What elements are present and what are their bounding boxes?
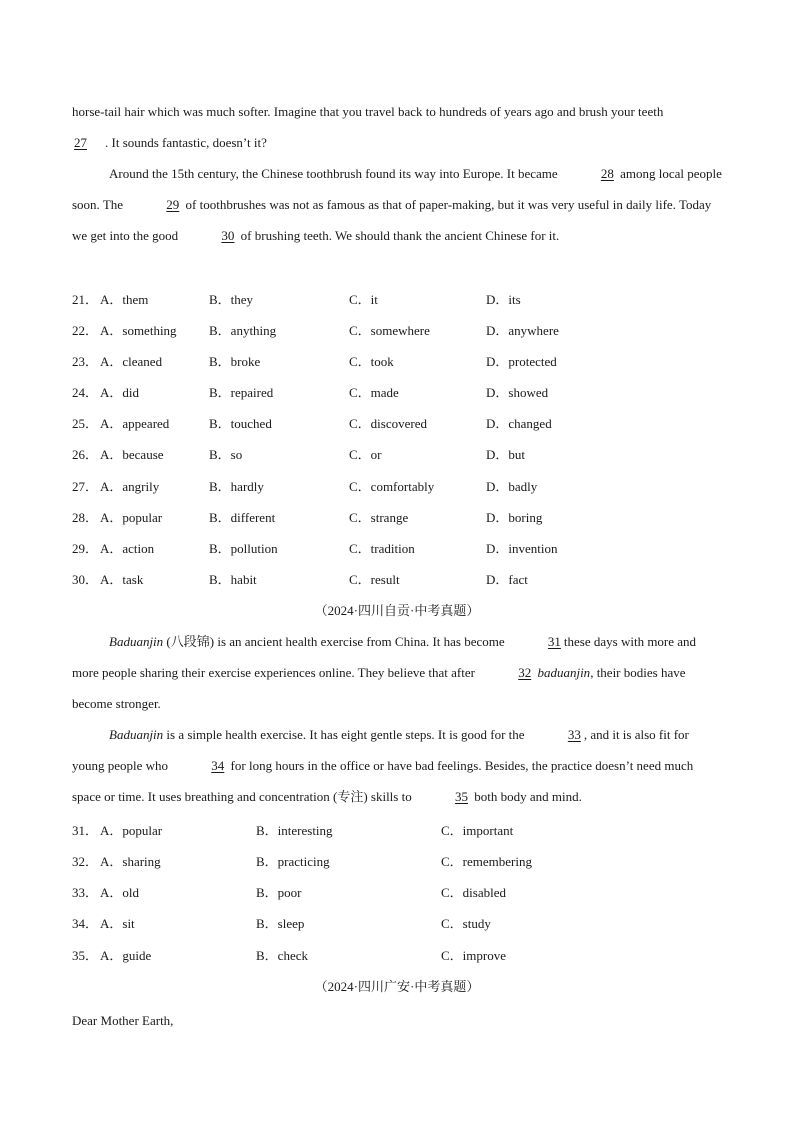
option-c: C．important <box>441 823 514 838</box>
question-number: 23． <box>72 354 99 369</box>
option-c: C．somewhere <box>349 323 430 338</box>
option-b: B．so <box>209 447 243 462</box>
option-a: A．angrily <box>100 479 160 494</box>
blank-33: 33 <box>567 727 581 742</box>
option-c: C．tradition <box>349 541 415 556</box>
passage-2-text: these days with more and more people sharing their exercise experiences online. They believe that after <box>72 634 697 681</box>
option-b: B．different <box>209 510 276 525</box>
passage-2-text: both body and mind. <box>470 789 582 805</box>
option-b: B．habit <box>209 572 257 587</box>
blank-27: 27 <box>74 135 87 151</box>
blank-32: 32 <box>518 665 532 681</box>
option-d: D．invention <box>486 541 558 556</box>
passage-1-text: among local people soon. The <box>72 166 722 213</box>
blank-28: 28 <box>600 166 614 181</box>
passage-1-text: Around the 15th century, the Chinese toothbrush found its way into Europe. It became <box>109 166 558 181</box>
section-source-heading: （2024·四川广安·中考真题） <box>314 979 480 994</box>
blank-29: 29 <box>166 197 180 213</box>
option-c: C．made <box>349 385 399 400</box>
option-c: C．or <box>349 447 382 462</box>
passage-1-text: of toothbrushes was not as famous as that of paper-making, but it was very useful in daily life. Today we get into the good <box>72 197 712 244</box>
option-c: C．comfortably <box>349 479 435 494</box>
option-b: B．anything <box>209 323 277 338</box>
option-a: A．task <box>100 572 144 587</box>
option-a: A．them <box>100 292 149 307</box>
option-c: C．study <box>441 916 491 931</box>
passage-2-text: , their bodies have become stronger. <box>72 665 686 712</box>
passage-2-text: is a simple health exercise. It has eight gentle steps. It is good for the <box>163 727 528 742</box>
option-c: C．took <box>349 354 394 369</box>
option-b: B．interesting <box>256 823 333 838</box>
letter-salutation: Dear Mother Earth, <box>72 1013 174 1028</box>
passage-1-paragraph-1 <box>72 96 722 158</box>
question-number: 33． <box>72 885 99 900</box>
passage-1-text: of brushing teeth. We should thank the ancient Chinese for it. <box>240 228 560 244</box>
option-c: C．improve <box>441 948 506 963</box>
question-number: 25． <box>72 416 99 431</box>
blank-34: 34 <box>211 758 225 774</box>
passage-2-text: for long hours in the office or have bad feelings. Besides, the practice doesn’t need much space or time. It uses breathing and concentration (专注) skills to <box>72 758 694 805</box>
passage-2-paragraph-2 <box>72 719 722 813</box>
option-d: D．but <box>486 447 526 462</box>
option-a: A．popular <box>100 823 163 838</box>
question-number: 34． <box>72 916 99 931</box>
option-a: A．guide <box>100 948 152 963</box>
option-b: B．check <box>256 948 308 963</box>
option-b: B．they <box>209 292 254 307</box>
option-c: C．result <box>349 572 400 587</box>
option-a: A．cleaned <box>100 354 163 369</box>
option-a: A．because <box>100 447 164 462</box>
option-d: D．changed <box>486 416 552 431</box>
passage-2-paragraph-1 <box>72 626 722 720</box>
option-d: D．protected <box>486 354 557 369</box>
option-d: D．showed <box>486 385 549 400</box>
option-b: B．hardly <box>209 479 264 494</box>
blank-30: 30 <box>221 228 235 244</box>
option-a: A．sharing <box>100 854 161 869</box>
option-d: D．badly <box>486 479 538 494</box>
question-number: 26． <box>72 447 99 462</box>
option-a: A．old <box>100 885 140 900</box>
term-baduanjin: Baduanjin <box>109 727 164 742</box>
option-a: A．did <box>100 385 140 400</box>
option-d: D．its <box>486 292 521 307</box>
question-number: 24． <box>72 385 99 400</box>
question-number: 29． <box>72 541 99 556</box>
option-b: B．repaired <box>209 385 274 400</box>
option-a: A．popular <box>100 510 163 525</box>
section-source-heading: （2024·四川自贡·中考真题） <box>314 603 480 618</box>
question-number: 27． <box>72 479 99 494</box>
option-b: B．sleep <box>256 916 305 931</box>
question-number: 28． <box>72 510 99 525</box>
option-c: C．discovered <box>349 416 427 431</box>
option-a: A．something <box>100 323 177 338</box>
option-b: B．broke <box>209 354 261 369</box>
question-number: 30． <box>72 572 99 587</box>
option-a: A．action <box>100 541 155 556</box>
option-c: C．strange <box>349 510 409 525</box>
option-c: C．disabled <box>441 885 506 900</box>
passage-1-text: . It sounds fantastic, doesn’t it? <box>105 135 267 151</box>
question-number: 22． <box>72 323 99 338</box>
option-d: D．anywhere <box>486 323 559 338</box>
blank-35: 35 <box>454 789 468 805</box>
option-a: A．appeared <box>100 416 170 431</box>
passage-2-text: (八段锦) is an ancient health exercise from China. It has become <box>163 634 508 649</box>
option-d: D．fact <box>486 572 528 587</box>
question-number: 35． <box>72 948 99 963</box>
passage-1-text: horse-tail hair which was much softer. Imagine that you travel back to hundreds of years ago and brush your teeth <box>72 104 664 119</box>
blank-31: 31 <box>547 634 561 649</box>
option-b: B．pollution <box>209 541 278 556</box>
option-b: B．practicing <box>256 854 330 869</box>
passage-2-text: , and it is also fit for young people who <box>72 727 689 774</box>
option-b: B．poor <box>256 885 302 900</box>
term-baduanjin: baduanjin <box>537 665 591 681</box>
question-number: 32． <box>72 854 99 869</box>
option-a: A．sit <box>100 916 135 931</box>
option-c: C．remembering <box>441 854 532 869</box>
question-number: 21． <box>72 292 99 307</box>
question-number: 31． <box>72 823 99 838</box>
passage-1-paragraph-2 <box>72 158 722 252</box>
term-baduanjin: Baduanjin <box>109 634 164 649</box>
option-b: B．touched <box>209 416 272 431</box>
option-c: C．it <box>349 292 378 307</box>
option-d: D．boring <box>486 510 543 525</box>
